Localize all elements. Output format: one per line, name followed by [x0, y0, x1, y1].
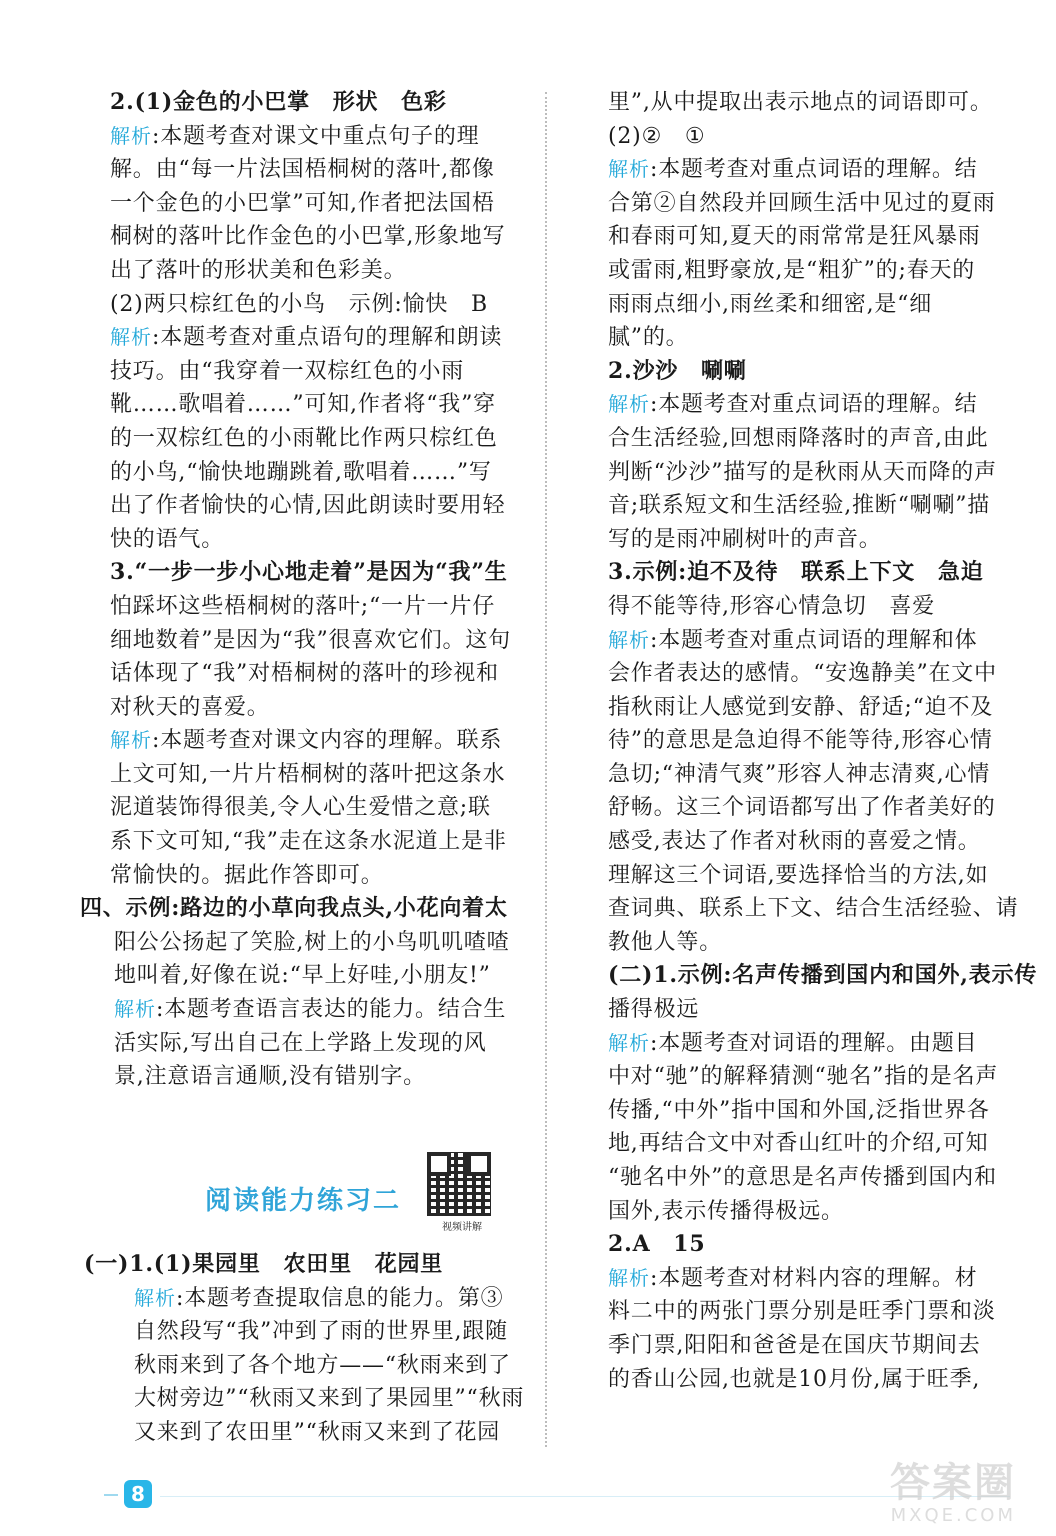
analysis-line: 解析:本题考查对重点词语的理解。结	[608, 392, 978, 418]
analysis-tag: 解析	[608, 157, 650, 182]
section-1-block	[84, 1248, 524, 1450]
text-line: 中对“驰”的解释猜测“驰名”指的是名声	[608, 1064, 999, 1090]
text-line: 靴……歌唱着……”可知,作者将“我”穿	[110, 392, 496, 418]
text-line: 舒畅。这三个词语都写出了作者美好的	[608, 795, 996, 821]
analysis-line: 解析:本题考查对重点词语的理解。结	[608, 157, 978, 183]
right-column	[608, 86, 1038, 1396]
text-line: 活实际,写出自己在上学路上发现的风	[114, 1030, 487, 1056]
text-line: 的一双棕红色的小雨靴比作两只棕红色	[110, 425, 498, 451]
text-line: 的小鸟,“愉快地蹦跳着,歌唱着……”写	[110, 459, 492, 485]
watermark-logo: 答案圈	[890, 1460, 1016, 1506]
text-line: 地叫着,好像在说:“早上好哇,小朋友!”	[114, 963, 491, 989]
text-line: 或雷雨,粗野豪放,是“粗犷”的;春天的	[608, 257, 976, 283]
analysis-line: 解析:本题考查语言表达的能力。结合生	[114, 997, 507, 1023]
text-line: 待”的意思是急迫得不能等待,形容心情	[608, 728, 993, 754]
text-line: 快的语气。	[110, 526, 225, 552]
text-line: 桐树的落叶比作金色的小巴掌,形象地写	[110, 224, 506, 250]
answer-line: 四、示例:路边的小草向我点头,小花向着太	[80, 895, 508, 922]
question-3-block	[110, 556, 530, 892]
text-line: 解。由“每一片法国梧桐树的落叶,都像	[110, 157, 495, 183]
analysis-line: 解析:本题考查对重点语句的理解和朗读	[110, 325, 503, 351]
analysis-tag: 解析	[110, 728, 152, 753]
question-2-block	[110, 86, 530, 556]
text-line: 查词典、联系上下文、结合生活经验、请	[608, 896, 1019, 922]
page-tick	[104, 1494, 118, 1496]
text-line: 雨雨点细小,雨丝柔和细密,是“细	[608, 291, 933, 317]
watermark-url: MXQE.COM	[890, 1505, 1016, 1526]
text-line: 话体现了“我”对梧桐树的落叶的珍视和	[110, 661, 499, 687]
analysis-line: 解析:本题考查对课文内容的理解。联系	[110, 728, 503, 754]
text-line: 上文可知,一片片梧桐树的落叶把这条水	[110, 761, 506, 787]
watermark	[836, 1461, 1016, 1526]
page-footer	[100, 1484, 160, 1506]
text-line: 细地数着”是因为“我”很喜欢它们。这句	[110, 627, 511, 653]
text-line: 里”,从中提取出表示地点的词语即可。	[608, 90, 993, 115]
text-line: “驰名中外”的意思是名声传播到国内和	[608, 1165, 997, 1190]
text-line: 对秋天的喜爱。	[110, 694, 270, 720]
text-line: 怕踩坏这些梧桐树的落叶;“一片一片仔	[110, 593, 496, 619]
answer-line: 3.示例:迫不及待 联系上下文 急迫	[608, 559, 984, 586]
page-number: 8	[124, 1480, 152, 1508]
analysis-tag: 解析	[608, 1265, 650, 1290]
analysis-line: 解析:本题考查对重点词语的理解和体	[608, 627, 978, 653]
text-line: 地,再结合文中对香山红叶的介绍,可知	[608, 1131, 989, 1157]
text-line: 腻”的。	[608, 325, 689, 351]
answer-line: 2.(1)金色的小巴掌 形状 色彩	[110, 89, 447, 115]
text-line: (2)两只棕红色的小鸟 示例:愉快 B	[110, 291, 488, 317]
text-line: 一个金色的小巴掌”可知,作者把法国梧	[110, 190, 495, 216]
answer-line: 2.沙沙 唰唰	[608, 357, 747, 384]
part-4-block	[80, 892, 530, 1094]
qr-code-icon[interactable]	[427, 1152, 491, 1216]
banner-title: 阅读能力练习二	[205, 1186, 402, 1216]
text-line: 料二中的两张门票分别是旺季门票和淡	[608, 1299, 996, 1325]
text-line: 判断“沙沙”描写的是秋雨从天而降的声	[608, 459, 997, 485]
text-line: (2)② ①	[608, 123, 706, 149]
text-line: 合生活经验,回想雨降落时的声音,由此	[608, 425, 989, 451]
analysis-tag: 解析	[134, 1285, 176, 1310]
analysis-line: 解析:本题考查提取信息的能力。第③	[134, 1285, 504, 1311]
text-line: 技巧。由“我穿着一双棕红色的小雨	[110, 358, 465, 384]
analysis-line: 解析:本题考查对材料内容的理解。材	[608, 1265, 978, 1291]
section-banner	[205, 1152, 505, 1232]
text-line: 又来到了农田里”“秋雨又来到了花园	[134, 1419, 501, 1445]
text-line: 急切;“神清气爽”形容人神志清爽,心情	[608, 761, 991, 787]
qr-label: 视频讲解	[442, 1222, 482, 1233]
text-line: 大树旁边”“秋雨又来到了果园里”“秋雨	[134, 1386, 525, 1412]
text-line: 景,注意语言通顺,没有错别字。	[114, 1064, 426, 1090]
analysis-tag: 解析	[114, 997, 156, 1022]
text-line: 指秋雨让人感觉到安静、舒适;“迫不及	[608, 694, 994, 720]
text-line: 自然段写“我”冲到了雨的世界里,跟随	[134, 1319, 508, 1345]
text-line: 感受,表达了作者对秋雨的喜爱之情。	[608, 829, 981, 855]
text-line: 教他人等。	[608, 929, 723, 955]
text-line: 和春雨可知,夏天的雨常常是狂风暴雨	[608, 224, 981, 250]
text-line: 会作者表达的感情。“安逸静美”在文中	[608, 661, 997, 687]
answer-line: 3.“一步一步小心地走着”是因为“我”生	[110, 559, 508, 586]
analysis-tag: 解析	[608, 392, 650, 417]
text-line: 播得极远	[608, 997, 700, 1023]
text-line: 季门票,阳阳和爸爸是在国庆节期间去	[608, 1332, 981, 1358]
column-divider	[545, 92, 547, 1447]
text-line: 的香山公园,也就是10月份,属于旺季,	[608, 1366, 981, 1392]
text-line: 出了作者愉快的心情,因此朗读时要用轻	[110, 493, 506, 519]
text-line: 传播,“中外”指中国和外国,泛指世界各	[608, 1097, 990, 1123]
analysis-tag: 解析	[608, 1030, 650, 1055]
text-line: 合第②自然段并回顾生活中见过的夏雨	[608, 190, 996, 216]
left-column	[80, 86, 530, 1094]
answer-line: 2.A 15	[608, 1231, 706, 1258]
analysis-tag: 解析	[608, 627, 650, 652]
text-line: 写的是雨冲刷树叶的声音。	[608, 526, 882, 552]
text-line: 系下文可知,“我”走在这条水泥道上是非	[110, 829, 507, 855]
text-line: 音;联系短文和生活经验,推断“唰唰”描	[608, 493, 991, 519]
answer-line: (一)1.(1)果园里 农田里 花园里	[84, 1251, 444, 1277]
text-line: 得不能等待,形容心情急切 喜爱	[608, 593, 935, 619]
text-line: 国外,表示传播得极远。	[608, 1198, 844, 1224]
answer-line: (二)1.示例:名声传播到国内和国外,表示传	[608, 962, 1038, 989]
text-line: 秋雨来到了各个地方——“秋雨来到了	[134, 1352, 511, 1378]
analysis-line: 解析:本题考查对词语的理解。由题目	[608, 1030, 978, 1056]
text-line: 常愉快的。据此作答即可。	[110, 862, 384, 888]
text-line: 阳公公扬起了笑脸,树上的小鸟叽叽喳喳	[114, 929, 510, 955]
text-line: 出了落叶的形状美和色彩美。	[110, 257, 407, 283]
analysis-tag: 解析	[110, 325, 152, 350]
text-line: 理解这三个词语,要选择恰当的方法,如	[608, 862, 989, 888]
analysis-line: 解析:本题考查对课文中重点句子的理	[110, 123, 480, 149]
text-line: 泥道装饰得很美,令人心生爱惜之意;联	[110, 795, 491, 821]
analysis-tag: 解析	[110, 123, 152, 148]
